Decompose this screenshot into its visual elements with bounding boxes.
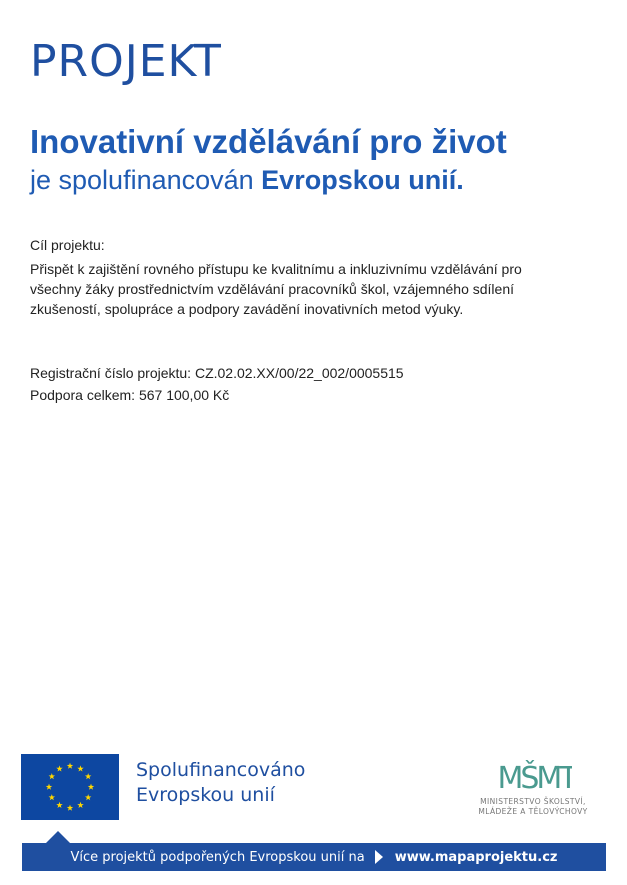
msmt-name (458, 797, 608, 817)
eu-star-icon (88, 784, 94, 790)
footer-text: Více projektů podpořených Evropskou unií na (70, 849, 365, 865)
eu-star-icon (85, 773, 91, 779)
eu-star-icon (67, 805, 73, 811)
eu-star-icon (67, 763, 73, 769)
msmt-mark: MŠMT (500, 761, 572, 796)
eu-star-icon (77, 765, 83, 771)
footer-bar (22, 843, 606, 871)
support-total: Podpora celkem: 567 100,00 Kč (30, 387, 230, 403)
msmt-line2: MLÁDEŽE A TĚLOVÝCHOVY (478, 807, 588, 816)
goal-text: Přispět k zajištění rovného přístupu ke kvalitnímu a inkluzivnímu vzdělávání pro všechny žáky prostřednictvím vzdělávání pracovníků škol, vzájemného sdílení zkušeností, spolupráce a podpory zavádění inovativních metod výuky. (30, 261, 522, 317)
project-title: Inovativní vzdělávání pro život (30, 123, 507, 160)
registration-number: Registrační číslo projektu: CZ.02.02.XX/00/22_002/0005515 (30, 365, 404, 381)
eu-stars (21, 754, 119, 820)
msmt-logo-icon (500, 750, 572, 796)
arrow-right-icon (375, 850, 383, 864)
footer-content (22, 843, 606, 871)
eu-star-icon (85, 794, 91, 800)
eu-text-line2: Evropskou unií (136, 784, 275, 806)
projekt-heading: PROJEKT (30, 36, 222, 87)
eu-star-icon (56, 765, 62, 771)
eu-cofinanced-text (136, 758, 305, 808)
footer-link[interactable]: www.mapaprojektu.cz (394, 849, 558, 865)
eu-star-icon (49, 773, 55, 779)
eu-star-icon (56, 802, 62, 808)
msmt-line1: MINISTERSTVO ŠKOLSTVÍ, (480, 797, 586, 806)
footer-notch (46, 831, 70, 843)
eu-flag-icon (21, 754, 119, 820)
subtitle-prefix: je spolufinancován (30, 165, 262, 195)
eu-star-icon (49, 794, 55, 800)
eu-star-icon (77, 802, 83, 808)
subtitle-bold: Evropskou unií. (261, 165, 464, 195)
eu-text-line1: Spolufinancováno (136, 759, 306, 781)
goal-label: Cíl projektu: (30, 237, 105, 253)
eu-star-icon (46, 784, 52, 790)
project-subtitle (30, 166, 464, 196)
